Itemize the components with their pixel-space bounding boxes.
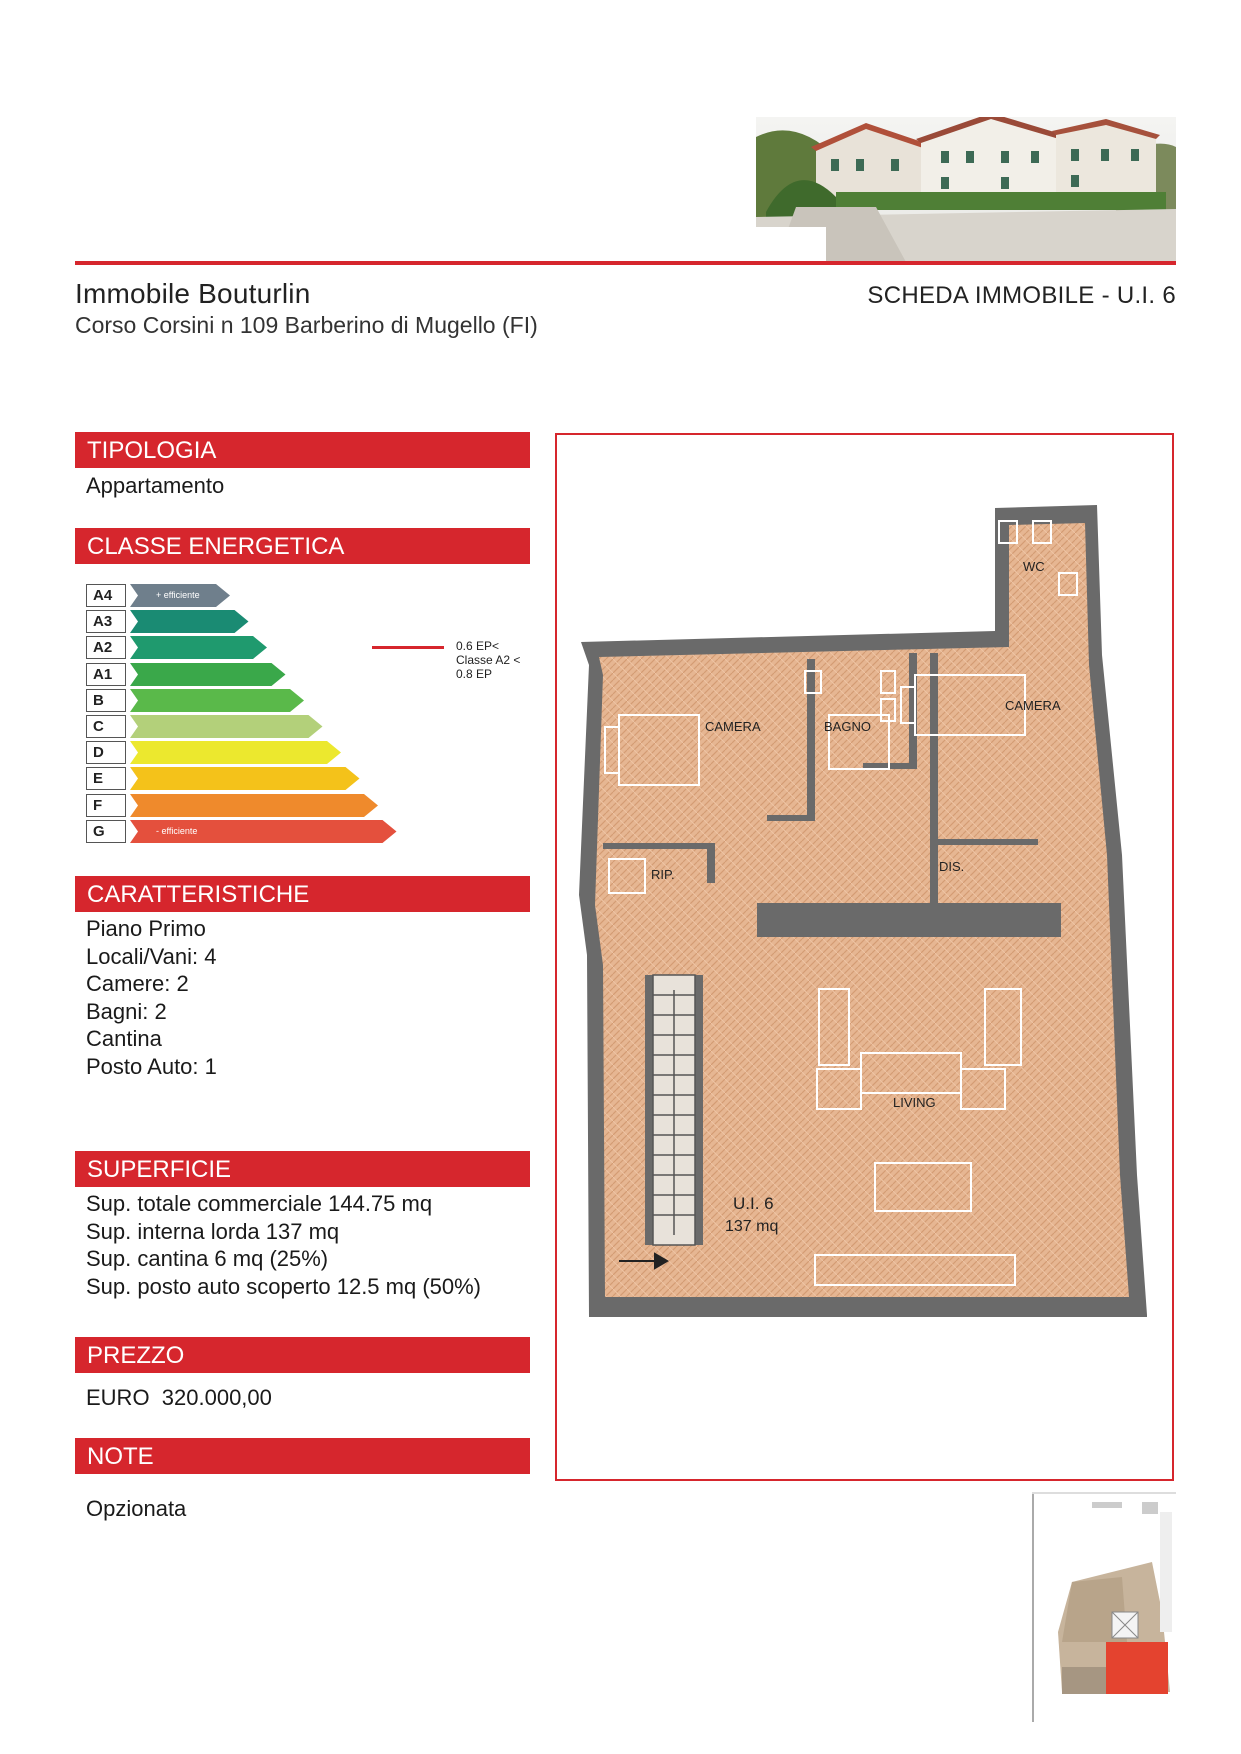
- energy-class-label: A1: [86, 663, 126, 686]
- room-label: CAMERA: [1005, 698, 1061, 713]
- energy-class-scale: [86, 584, 536, 849]
- room-label: BAGNO: [824, 719, 871, 734]
- energy-class-label: A3: [86, 610, 126, 633]
- energy-class-label: E: [86, 767, 126, 790]
- room-label: CAMERA: [705, 719, 761, 734]
- header-divider: [75, 261, 1176, 265]
- energy-class-arrow: [130, 767, 360, 790]
- energy-class-note: - efficiente: [156, 825, 198, 836]
- property-title: Immobile Bouturlin: [75, 278, 311, 309]
- price-value: EURO 320.000,00: [86, 1385, 272, 1410]
- superficie-list: [86, 1190, 481, 1300]
- energy-class-arrow: [130, 741, 341, 764]
- energy-class-arrow: [130, 663, 286, 686]
- note-value: Opzionata: [86, 1496, 187, 1521]
- list-item: Piano Primo: [86, 916, 206, 941]
- building-key-map: [1032, 1492, 1176, 1722]
- list-item: Sup. interna lorda 137 mq: [86, 1218, 340, 1244]
- energy-class-arrow: [130, 794, 378, 817]
- list-item: Sup. totale commerciale 144.75 mq: [86, 1191, 433, 1216]
- section-note: NOTE: [75, 1438, 530, 1474]
- list-item: Sup. posto auto scoperto 12.5 mq (50%): [86, 1273, 482, 1299]
- energy-class-note: + efficiente: [156, 590, 200, 600]
- energy-class-label: D: [86, 741, 126, 764]
- list-item: Sup. cantina 6 mq (25%): [86, 1246, 329, 1271]
- caratteristiche-list: [86, 915, 217, 1080]
- room-label: WC: [1023, 559, 1045, 574]
- energy-class-label: B: [86, 689, 126, 712]
- list-item: Bagni: 2: [86, 998, 167, 1024]
- property-address: Corso Corsini n 109 Barberino di Mugello (FI): [75, 312, 538, 338]
- list-item: Cantina: [86, 1026, 162, 1051]
- list-item: Camere: 2: [86, 971, 189, 996]
- current-class-range: 0.6 EP< Classe A2 < 0.8 EP: [456, 639, 521, 682]
- room-label: DIS.: [939, 859, 965, 874]
- energy-class-label: A4: [86, 584, 126, 607]
- section-classe-energetica: CLASSE ENERGETICA: [75, 528, 530, 564]
- floor-plan: [557, 435, 1172, 1479]
- list-item: Locali/Vani: 4: [86, 943, 217, 969]
- energy-class-arrow: [130, 689, 304, 712]
- energy-class-label: C: [86, 715, 126, 738]
- sheet-label: SCHEDA IMMOBILE - U.I. 6: [867, 282, 1176, 309]
- unit-label: U.I. 6: [733, 1194, 774, 1213]
- energy-class-arrow: [130, 636, 267, 659]
- building-photo: [756, 117, 1176, 262]
- section-caratteristiche: CARATTERISTICHE: [75, 876, 530, 912]
- tipologia-value: Appartamento: [86, 473, 225, 498]
- floor-plan-frame: [555, 433, 1174, 1481]
- energy-class-label: G: [86, 820, 126, 843]
- section-tipologia: TIPOLOGIA: [75, 432, 530, 468]
- room-label: LIVING: [893, 1095, 936, 1110]
- energy-class-arrow: [130, 610, 249, 633]
- energy-class-arrow: [130, 715, 323, 738]
- energy-class-label: F: [86, 794, 126, 817]
- section-superficie: SUPERFICIE: [75, 1151, 530, 1187]
- room-label: RIP.: [651, 867, 675, 882]
- list-item: Posto Auto: 1: [86, 1053, 217, 1079]
- energy-class-label: A2: [86, 636, 126, 659]
- section-prezzo: PREZZO: [75, 1337, 530, 1373]
- current-class-marker: [372, 646, 444, 649]
- unit-area: 137 mq: [725, 1218, 779, 1235]
